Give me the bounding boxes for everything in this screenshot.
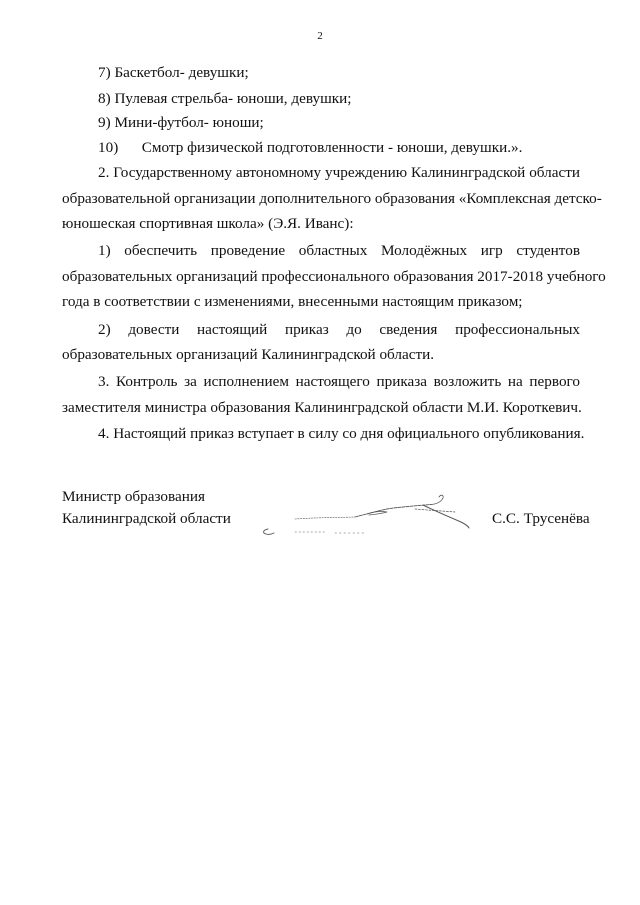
paragraph-2-line-3: юношеская спортивная школа» (Э.Я. Иванс): bbox=[62, 215, 354, 232]
paragraph-4-line-1: 4. Настоящий приказ вступает в силу со дня официального опубликования. bbox=[98, 425, 585, 442]
list-item-7 bbox=[98, 60, 249, 86]
list-text: Мини-футбол- юноши; bbox=[114, 114, 264, 131]
list-text: Баскетбол- девушки; bbox=[114, 64, 249, 81]
list-text: Смотр физической подготовленности - юноши, девушки.». bbox=[141, 139, 523, 156]
paragraph-2-2-line-2: образовательных организаций Калининградской области. bbox=[62, 346, 435, 363]
page-number: 2 bbox=[317, 30, 323, 42]
paragraph-2-1-line-2: образовательных организаций профессионального образования 2017-2018 учебного bbox=[62, 268, 606, 285]
paragraph-3-line-1: 3. Контроль за исполнением настоящего приказа возложить на первого bbox=[98, 373, 580, 390]
list-number: 7) bbox=[98, 64, 111, 81]
list-item-8 bbox=[98, 86, 352, 112]
paragraph-2-2-line-1: 2) довести настоящий приказ до сведения профессиональных bbox=[98, 321, 580, 338]
list-item-10 bbox=[98, 135, 522, 161]
paragraph-2-1-line-1: 1) обеспечить проведение областных Молодёжных игр студентов bbox=[98, 242, 580, 259]
list-text: Пулевая стрельба- юноши, девушки; bbox=[114, 90, 352, 107]
list-number: 8) bbox=[98, 90, 111, 107]
paragraph-2-line-2: образовательной организации дополнительного образования «Комплексная детско- bbox=[62, 190, 602, 207]
paragraph-3-line-2: заместителя министра образования Калининградской области М.И. Короткевич. bbox=[62, 399, 582, 416]
paragraph-2-1-line-3: года в соответствии с изменениями, внесенными настоящим приказом; bbox=[62, 293, 523, 310]
signer-position-line-1: Министр образования bbox=[62, 488, 205, 505]
list-number: 9) bbox=[98, 114, 111, 131]
signer-position-line-2: Калининградской области bbox=[62, 510, 231, 527]
list-item-9 bbox=[98, 110, 264, 136]
paragraph-2-line-1: 2. Государственному автономному учреждению Калининградской области bbox=[98, 164, 580, 181]
signature-block bbox=[62, 486, 231, 530]
list-number: 10) bbox=[98, 139, 119, 156]
signer-name: С.С. Трусенёва bbox=[492, 510, 590, 527]
handwritten-signature bbox=[255, 492, 480, 542]
